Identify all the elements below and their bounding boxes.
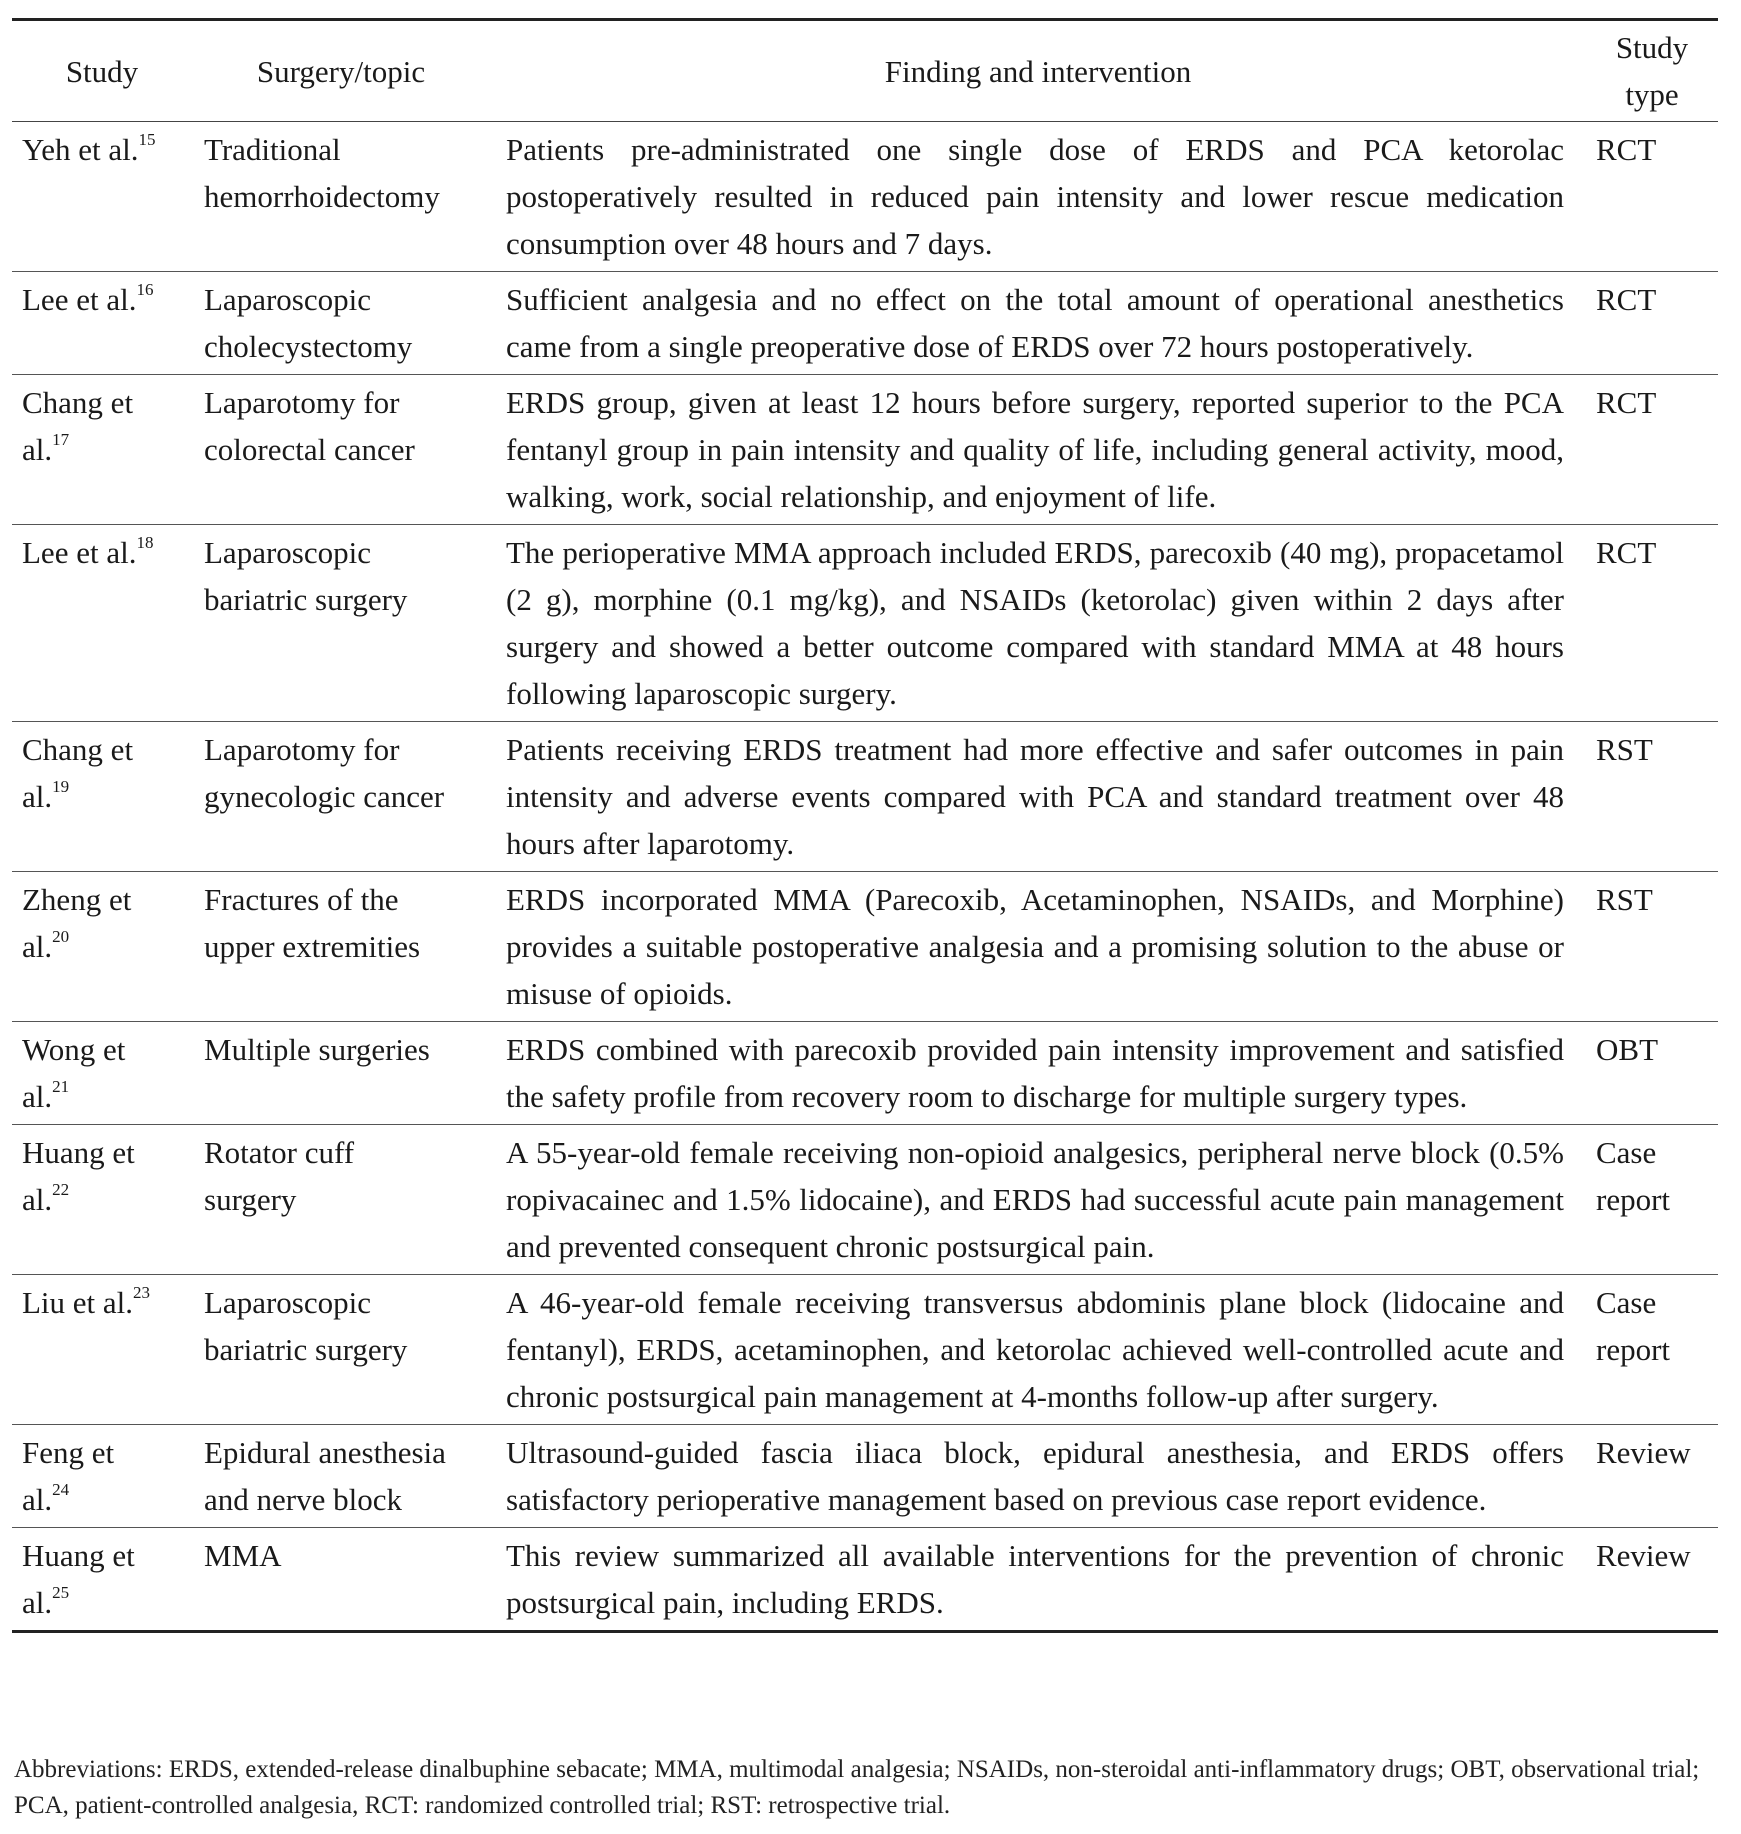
table-row [12, 122, 1718, 272]
study-cell [12, 1022, 192, 1125]
topic-line1: Laparotomy for [204, 732, 400, 767]
topic-line2: cholecystectomy [204, 329, 413, 364]
study-name: Huang et [22, 1135, 135, 1170]
study-name-line2: al. [22, 432, 53, 467]
study-name-line2: al. [22, 1585, 53, 1620]
study-cell [12, 872, 192, 1022]
topic-cell [192, 375, 490, 525]
study-type-line1: RCT [1596, 385, 1657, 420]
study-cell [12, 1528, 192, 1632]
study-name-line2: al. [22, 1079, 53, 1114]
header-study-type-line2: type [1625, 77, 1679, 112]
topic-line2: bariatric surgery [204, 582, 408, 617]
study-type-line1: RCT [1596, 132, 1657, 167]
finding-cell: Patients pre-administrated one single dose of ERDS and PCA ketorolac postoperatively resulted in reduced pain intensity and lower rescue medication consumption over 48 hours and 7 days. [506, 132, 1564, 261]
reference-number: 24 [52, 1479, 70, 1499]
reference-number: 20 [52, 926, 70, 946]
study-type-line1: RST [1596, 732, 1653, 767]
topic-cell [192, 1425, 490, 1528]
table-row [12, 375, 1718, 525]
reference-number: 19 [52, 776, 70, 796]
reference-number: 23 [133, 1282, 151, 1302]
study-type-line2: report [1596, 1182, 1671, 1217]
study-cell [12, 272, 192, 375]
study-cell [12, 1425, 192, 1528]
table-row [12, 1425, 1718, 1528]
study-cell [12, 1275, 192, 1425]
study-name: Lee et al. [22, 282, 137, 317]
study-type-line1: Review [1596, 1435, 1691, 1470]
topic-line1: MMA [204, 1538, 282, 1573]
study-cell [12, 375, 192, 525]
topic-cell [192, 272, 490, 375]
finding-cell: Patients receiving ERDS treatment had more effective and safer outcomes in pain intensity and adverse events compared with PCA and standard treatment over 48 hours after laparotomy. [506, 732, 1564, 861]
topic-line1: Laparotomy for [204, 385, 400, 420]
reference-number: 16 [136, 279, 154, 299]
study-type-cell [1586, 872, 1718, 1022]
study-type-line1: Case [1596, 1285, 1657, 1320]
study-name: Liu et al. [22, 1285, 134, 1320]
topic-cell [192, 1125, 490, 1275]
topic-cell [192, 872, 490, 1022]
study-name-line2: al. [22, 929, 53, 964]
reference-number: 18 [136, 532, 154, 552]
topic-line2: gynecologic cancer [204, 779, 445, 814]
table-body [12, 122, 1718, 1632]
study-type-line1: RCT [1596, 535, 1657, 570]
finding-cell: Ultrasound-guided fascia iliaca block, epidural anesthesia, and ERDS offers satisfactory perioperative management based on previous case report evidence. [506, 1435, 1564, 1517]
topic-line2: hemorrhoidectomy [204, 179, 440, 214]
table-row [12, 1022, 1718, 1125]
topic-line1: Fractures of the [204, 882, 399, 917]
study-type-line1: Review [1596, 1538, 1691, 1573]
study-cell [12, 722, 192, 872]
topic-line1: Rotator cuff [204, 1135, 355, 1170]
table-row [12, 872, 1718, 1022]
study-type-line1: Case [1596, 1135, 1657, 1170]
study-name: Feng et [22, 1435, 115, 1470]
topic-line1: Traditional [204, 132, 341, 167]
reference-number: 22 [52, 1179, 70, 1199]
abbreviations-footnote: Abbreviations: ERDS, extended-release dinalbuphine sebacate; MMA, multimodal analgesia; NSAIDs, non-steroidal anti-inflammatory drugs; OBT, observational trial; PCA, patient-controlled analgesia, RCT: randomized controlled trial; RST: retrospective trial. [14, 1756, 1700, 1819]
topic-cell [192, 525, 490, 722]
study-type-cell [1586, 1528, 1718, 1632]
topic-cell [192, 722, 490, 872]
study-type-line2: report [1596, 1332, 1671, 1367]
study-type-cell [1586, 1425, 1718, 1528]
study-cell [12, 122, 192, 272]
study-type-cell [1586, 1275, 1718, 1425]
study-type-cell [1586, 122, 1718, 272]
reference-number: 25 [52, 1582, 70, 1602]
study-type-line1: RST [1596, 882, 1653, 917]
topic-line2: surgery [204, 1182, 297, 1217]
header-study: Study [65, 53, 139, 89]
finding-cell: This review summarized all available interventions for the prevention of chronic postsurgical pain, including ERDS. [506, 1538, 1564, 1620]
finding-cell: Sufficient analgesia and no effect on the total amount of operational anesthetics came from a single preoperative dose of ERDS over 72 hours postoperatively. [506, 282, 1564, 364]
topic-line1: Laparoscopic [204, 1285, 371, 1320]
study-type-cell [1586, 1022, 1718, 1125]
study-cell [12, 1125, 192, 1275]
study-name: Huang et [22, 1538, 135, 1573]
study-name-line2: al. [22, 1482, 53, 1517]
finding-cell: ERDS group, given at least 12 hours before surgery, reported superior to the PCA fentanyl group in pain intensity and quality of life, including general activity, mood, walking, work, social relationship, and enjoyment of life. [506, 385, 1564, 514]
header-study-type [1586, 20, 1718, 122]
topic-line2: bariatric surgery [204, 1332, 408, 1367]
topic-line2: and nerve block [204, 1482, 402, 1517]
table-row [12, 525, 1718, 722]
topic-line1: Laparoscopic [204, 535, 371, 570]
topic-line1: Laparoscopic [204, 282, 371, 317]
table-row [12, 1528, 1718, 1632]
topic-cell [192, 1528, 490, 1632]
study-type-cell [1586, 722, 1718, 872]
reference-number: 17 [52, 429, 70, 449]
finding-cell: A 55-year-old female receiving non-opioid analgesics, peripheral nerve block (0.5% ropivacainec and 1.5% lidocaine), and ERDS had successful acute pain management and prevented consequent chronic postsurgical pain. [506, 1135, 1564, 1264]
study-name: Chang et [22, 732, 134, 767]
finding-cell: ERDS incorporated MMA (Parecoxib, Acetaminophen, NSAIDs, and Morphine) provides a suitable postoperative analgesia and a promising solution to the abuse or misuse of opioids. [506, 882, 1564, 1011]
study-name: Lee et al. [22, 535, 137, 570]
header-row [12, 20, 1718, 122]
finding-cell: The perioperative MMA approach included ERDS, parecoxib (40 mg), propacetamol (2 g), morphine (0.1 mg/kg), and NSAIDs (ketorolac) given within 2 days after surgery and showed a better outcome compared with standard MMA at 48 hours following laparoscopic surgery. [506, 535, 1564, 711]
topic-cell [192, 1022, 490, 1125]
study-name: Chang et [22, 385, 134, 420]
studies-table [12, 18, 1718, 1633]
study-type-cell [1586, 272, 1718, 375]
topic-cell [192, 122, 490, 272]
header-finding: Finding and intervention [884, 53, 1192, 89]
study-name-line2: al. [22, 779, 53, 814]
study-name: Yeh et al. [22, 132, 139, 167]
finding-cell: A 46-year-old female receiving transversus abdominis plane block (lidocaine and fentanyl), ERDS, acetaminophen, and ketorolac achieved well-controlled acute and chronic postsurgical pain management at 4-months follow-up after surgery. [506, 1285, 1564, 1414]
topic-line2: upper extremities [204, 929, 421, 964]
topic-line1: Multiple surgeries [204, 1032, 430, 1067]
table-row [12, 272, 1718, 375]
table-row [12, 1275, 1718, 1425]
table-header [12, 20, 1718, 122]
header-study-type-line1: Study [1615, 30, 1689, 65]
study-name: Wong et [22, 1032, 126, 1067]
topic-line2: colorectal cancer [204, 432, 415, 467]
table-row [12, 722, 1718, 872]
header-topic: Surgery/topic [256, 53, 426, 89]
topic-line1: Epidural anesthesia [204, 1435, 446, 1470]
topic-cell [192, 1275, 490, 1425]
study-type-cell [1586, 525, 1718, 722]
study-type-line1: RCT [1596, 282, 1657, 317]
study-cell [12, 525, 192, 722]
study-type-cell [1586, 1125, 1718, 1275]
reference-number: 21 [52, 1076, 70, 1096]
study-name-line2: al. [22, 1182, 53, 1217]
finding-cell: ERDS combined with parecoxib provided pain intensity improvement and satisfied the safety profile from recovery room to discharge for multiple surgery types. [506, 1032, 1564, 1114]
table-row [12, 1125, 1718, 1275]
study-type-line1: OBT [1596, 1032, 1658, 1067]
study-type-cell [1586, 375, 1718, 525]
reference-number: 15 [138, 129, 156, 149]
study-name: Zheng et [22, 882, 132, 917]
